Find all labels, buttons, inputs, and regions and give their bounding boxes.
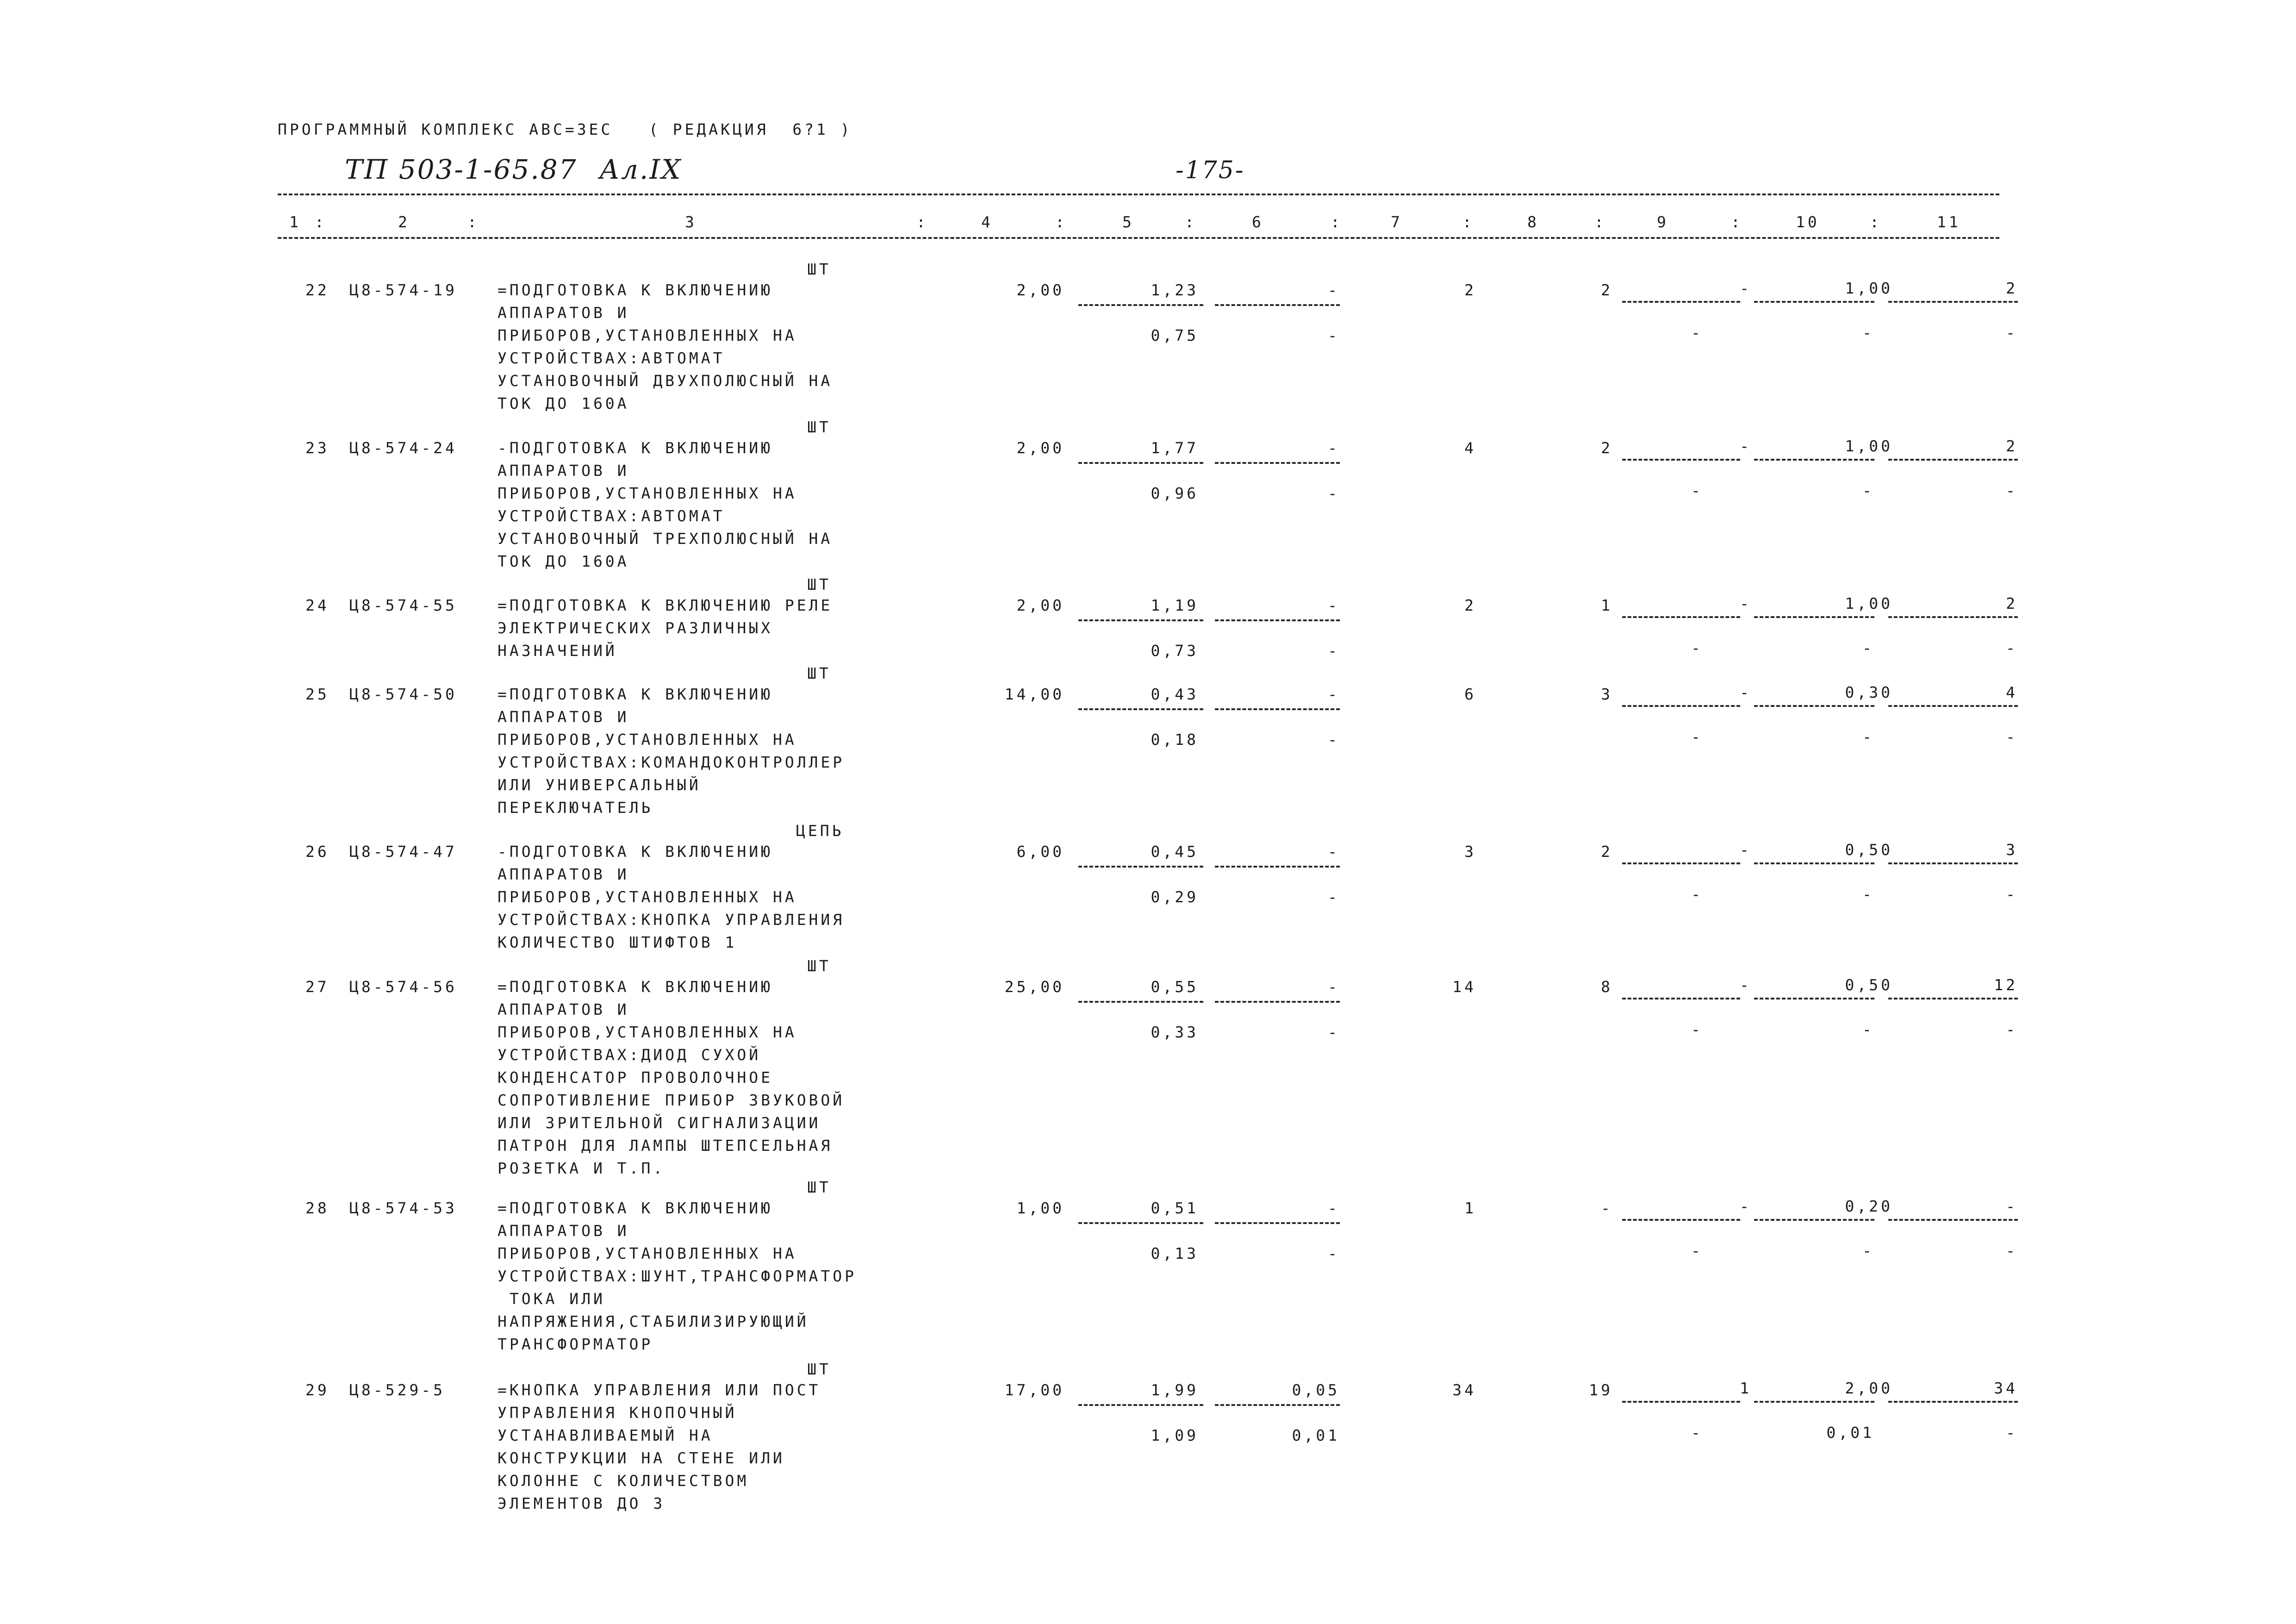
description-line: УСТРОЙСТВАХ:АВТОМАТ <box>498 349 725 367</box>
column-header-row <box>0 211 2296 234</box>
cell-col9-bottom: - <box>1691 639 1703 657</box>
estimate-code: Ц8-574-24 <box>349 439 457 457</box>
cell-col10-bottom: - <box>1862 481 1874 500</box>
cell-col5-top: 0,51 <box>1151 1199 1199 1217</box>
col5-divider <box>1078 462 1203 464</box>
cell-col10-bottom: - <box>1862 639 1874 657</box>
col11-divider <box>1888 862 2018 864</box>
cell-col10-top: 1,00 <box>1845 437 1893 455</box>
description-line: ТОК ДО 160А <box>498 552 629 570</box>
description-line: УСТРОЙСТВАХ:КОМАНДОКОНТРОЛЛЕР <box>498 753 845 771</box>
header-rule-bottom <box>278 237 1999 239</box>
cell-col7: 2 <box>1464 596 1476 614</box>
unit-label: ШТ <box>807 1360 831 1378</box>
description-line: ТРАНСФОРМАТОР <box>498 1335 653 1353</box>
col11-divider <box>1888 459 2018 461</box>
cell-col9-top: - <box>1740 437 1752 455</box>
description-line: РОЗЕТКА И Т.П. <box>498 1159 666 1177</box>
description-line: УСТАНОВОЧНЫЙ ТРЕХПОЛЮСНЫЙ НА <box>498 530 833 548</box>
cell-col8: 19 <box>1589 1381 1613 1399</box>
row-number: 25 <box>305 685 330 703</box>
cell-col9-top: - <box>1740 683 1752 701</box>
unit-label: ШТ <box>807 664 831 682</box>
description-line: УСТАНОВОЧНЫЙ ДВУХПОЛЮСНЫЙ НА <box>498 372 833 390</box>
description-line: АППАРАТОВ И <box>498 708 629 726</box>
estimate-code: Ц8-574-50 <box>349 685 457 703</box>
cell-col9-bottom: - <box>1691 481 1703 500</box>
col11-divider <box>1888 616 2018 618</box>
cell-col10-bottom: - <box>1862 885 1874 903</box>
col11-divider <box>1888 1401 2018 1403</box>
description-line: АППАРАТОВ И <box>498 865 629 883</box>
col6-divider <box>1215 1404 1340 1406</box>
cell-col9-top: 1 <box>1740 1379 1752 1397</box>
description-line: ПРИБОРОВ,УСТАНОВЛЕННЫХ НА <box>498 326 797 344</box>
column-separator: : <box>315 213 327 231</box>
estimate-code: Ц8-529-5 <box>349 1381 445 1399</box>
description-line: АППАРАТОВ И <box>498 462 629 480</box>
cell-col10-top: 0,30 <box>1845 683 1893 701</box>
cell-col10-bottom: - <box>1862 728 1874 746</box>
col9-divider <box>1622 862 1740 864</box>
col10-divider <box>1754 862 1874 864</box>
cell-col9-top: - <box>1740 841 1752 859</box>
cell-col6-top: - <box>1328 685 1340 703</box>
cell-col9-bottom: - <box>1691 885 1703 903</box>
column-separator: : <box>1055 213 1067 231</box>
cell-col6-bottom: - <box>1328 326 1340 344</box>
column-separator: : <box>467 213 479 231</box>
row-number: 29 <box>305 1381 330 1399</box>
column-header-11: 11 <box>1937 213 1961 231</box>
cell-col6-top: - <box>1328 978 1340 996</box>
cell-col8: 2 <box>1601 843 1613 861</box>
cell-col11-bottom: - <box>2006 639 2018 657</box>
row-number: 26 <box>305 843 330 861</box>
col6-divider <box>1215 708 1340 710</box>
cell-col4: 14,00 <box>1004 685 1064 703</box>
col6-divider <box>1215 304 1340 306</box>
col9-divider <box>1622 616 1740 618</box>
unit-label: ШТ <box>807 418 831 436</box>
cell-col11-top: 2 <box>2006 437 2018 455</box>
unit-label: ШТ <box>807 1178 831 1196</box>
column-separator: : <box>1731 213 1743 231</box>
header-rule-top <box>278 194 1999 195</box>
program-header: ПРОГРАММНЫЙ КОМПЛЕКС АВС=3ЕС ( РЕДАКЦИЯ 6?1 ) <box>278 120 852 138</box>
cell-col8: 3 <box>1601 685 1613 703</box>
col6-divider <box>1215 619 1340 621</box>
cell-col5-top: 1,77 <box>1151 439 1199 457</box>
column-separator: : <box>1185 213 1197 231</box>
cell-col6-bottom: - <box>1328 1023 1340 1041</box>
description-line: ТОКА ИЛИ <box>498 1290 605 1308</box>
album-number: Ал.IX <box>599 154 682 185</box>
column-header-3: 3 <box>685 213 697 231</box>
col5-divider <box>1078 619 1203 621</box>
cell-col7: 1 <box>1464 1199 1476 1217</box>
col10-divider <box>1754 705 1874 707</box>
col10-divider <box>1754 616 1874 618</box>
cell-col11-top: 4 <box>2006 683 2018 701</box>
cell-col8: 1 <box>1601 596 1613 614</box>
cell-col11-bottom: - <box>2006 885 2018 903</box>
cell-col7: 4 <box>1464 439 1476 457</box>
cell-col6-bottom: - <box>1328 484 1340 502</box>
description-line: -ПОДГОТОВКА К ВКЛЮЧЕНИЮ <box>498 439 773 457</box>
col5-divider <box>1078 1404 1203 1406</box>
description-line: ТОК ДО 160А <box>498 394 629 412</box>
cell-col11-top: 34 <box>1994 1379 2018 1397</box>
cell-col11-bottom: - <box>2006 481 2018 500</box>
cell-col7: 3 <box>1464 843 1476 861</box>
cell-col5-bottom: 0,75 <box>1151 326 1199 344</box>
description-line: КОЛИЧЕСТВО ШТИФТОВ 1 <box>498 933 737 951</box>
col11-divider <box>1888 998 2018 999</box>
cell-col4: 25,00 <box>1004 978 1064 996</box>
cell-col11-top: 12 <box>1994 976 2018 994</box>
cell-col4: 17,00 <box>1004 1381 1064 1399</box>
column-header-7: 7 <box>1391 213 1403 231</box>
description-line: =ПОДГОТОВКА К ВКЛЮЧЕНИЮ РЕЛЕ <box>498 596 833 614</box>
cell-col11-bottom: - <box>2006 1242 2018 1260</box>
col6-divider <box>1215 1222 1340 1224</box>
description-line: АППАРАТОВ И <box>498 304 629 322</box>
cell-col5-bottom: 1,09 <box>1151 1426 1199 1444</box>
description-line: ИЛИ УНИВЕРСАЛЬНЫЙ <box>498 776 701 794</box>
col6-divider <box>1215 866 1340 868</box>
cell-col5-top: 0,43 <box>1151 685 1199 703</box>
column-separator: : <box>1870 213 1882 231</box>
description-line: УПРАВЛЕНИЯ КНОПОЧНЫЙ <box>498 1404 737 1422</box>
cell-col7: 34 <box>1452 1381 1476 1399</box>
col5-divider <box>1078 304 1203 306</box>
column-header-4: 4 <box>981 213 993 231</box>
cell-col10-bottom: - <box>1862 324 1874 342</box>
col9-divider <box>1622 1401 1740 1403</box>
unit-label: ЦЕПЬ <box>796 822 844 840</box>
cell-col10-bottom: - <box>1862 1242 1874 1260</box>
cell-col10-top: 1,00 <box>1845 279 1893 297</box>
description-line: УСТРОЙСТВАХ:КНОПКА УПРАВЛЕНИЯ <box>498 911 845 929</box>
cell-col5-bottom: 0,73 <box>1151 642 1199 660</box>
column-header-2: 2 <box>398 213 410 231</box>
col5-divider <box>1078 708 1203 710</box>
col9-divider <box>1622 998 1740 999</box>
description-line: ПРИБОРОВ,УСТАНОВЛЕННЫХ НА <box>498 484 797 502</box>
col9-divider <box>1622 301 1740 303</box>
col6-divider <box>1215 1001 1340 1003</box>
cell-col4: 6,00 <box>1016 843 1064 861</box>
unit-label: ШТ <box>807 575 831 593</box>
cell-col7: 14 <box>1452 978 1476 996</box>
description-line: ЭЛЕМЕНТОВ ДО 3 <box>498 1494 666 1512</box>
cell-col6-bottom: - <box>1328 731 1340 749</box>
col6-divider <box>1215 462 1340 464</box>
cell-col8: 2 <box>1601 439 1613 457</box>
description-line: УСТРОЙСТВАХ:ДИОД СУХОЙ <box>498 1046 761 1064</box>
cell-col9-top: - <box>1740 594 1752 612</box>
cell-col5-bottom: 0,18 <box>1151 731 1199 749</box>
cell-col4: 1,00 <box>1016 1199 1064 1217</box>
col10-divider <box>1754 459 1874 461</box>
cell-col11-top: 2 <box>2006 594 2018 612</box>
description-line: УСТРОЙСТВАХ:ШУНТ,ТРАНСФОРМАТОР <box>498 1267 857 1285</box>
cell-col6-top: - <box>1328 596 1340 614</box>
description-line: ПРИБОРОВ,УСТАНОВЛЕННЫХ НА <box>498 888 797 906</box>
cell-col10-top: 0,20 <box>1845 1197 1893 1215</box>
cell-col10-top: 2,00 <box>1845 1379 1893 1397</box>
unit-label: ШТ <box>807 260 831 278</box>
cell-col6-top: - <box>1328 439 1340 457</box>
cell-col10-top: 1,00 <box>1845 594 1893 612</box>
col5-divider <box>1078 1222 1203 1224</box>
cell-col5-top: 0,55 <box>1151 978 1199 996</box>
col9-divider <box>1622 705 1740 707</box>
cell-col9-bottom: - <box>1691 1020 1703 1038</box>
cell-col11-bottom: - <box>2006 324 2018 342</box>
cell-col5-top: 0,45 <box>1151 843 1199 861</box>
description-line: АППАРАТОВ И <box>498 1000 629 1018</box>
cell-col5-top: 1,19 <box>1151 596 1199 614</box>
description-line: =ПОДГОТОВКА К ВКЛЮЧЕНИЮ <box>498 685 773 703</box>
estimate-code: Ц8-574-19 <box>349 281 457 299</box>
cell-col9-top: - <box>1740 1197 1752 1215</box>
doc-code: ТП 503-1-65.87 <box>345 154 578 185</box>
page-number: -175- <box>1176 156 1245 184</box>
description-line: УСТАНАВЛИВАЕМЫЙ НА <box>498 1426 713 1444</box>
col9-divider <box>1622 459 1740 461</box>
cell-col9-bottom: - <box>1691 324 1703 342</box>
cell-col9-top: - <box>1740 976 1752 994</box>
cell-col11-top: 3 <box>2006 841 2018 859</box>
col11-divider <box>1888 301 2018 303</box>
description-line: ПРИБОРОВ,УСТАНОВЛЕННЫХ НА <box>498 1244 797 1262</box>
description-line: КОНДЕНСАТОР ПРОВОЛОЧНОЕ <box>498 1068 773 1087</box>
cell-col11-bottom: - <box>2006 1020 2018 1038</box>
col5-divider <box>1078 866 1203 868</box>
description-line: =КНОПКА УПРАВЛЕНИЯ ИЛИ ПОСТ <box>498 1381 821 1399</box>
column-separator: : <box>1594 213 1606 231</box>
cell-col10-top: 0,50 <box>1845 976 1893 994</box>
col10-divider <box>1754 1219 1874 1221</box>
cell-col9-bottom: - <box>1691 728 1703 746</box>
cell-col4: 2,00 <box>1016 596 1064 614</box>
column-separator: : <box>1331 213 1343 231</box>
description-line: =ПОДГОТОВКА К ВКЛЮЧЕНИЮ <box>498 1199 773 1217</box>
cell-col7: 2 <box>1464 281 1476 299</box>
description-line: ПАТРОН ДЛЯ ЛАМПЫ ШТЕПСЕЛЬНАЯ <box>498 1137 833 1155</box>
column-header-10: 10 <box>1796 213 1820 231</box>
description-line: ПРИБОРОВ,УСТАНОВЛЕННЫХ НА <box>498 731 797 749</box>
col10-divider <box>1754 1401 1874 1403</box>
column-header-6: 6 <box>1252 213 1264 231</box>
description-line: УСТРОЙСТВАХ:АВТОМАТ <box>498 507 725 525</box>
row-number: 22 <box>305 281 330 299</box>
cell-col5-bottom: 0,29 <box>1151 888 1199 906</box>
cell-col5-bottom: 0,96 <box>1151 484 1199 502</box>
description-line: НАПРЯЖЕНИЯ,СТАБИЛИЗИРУЮЩИЙ <box>498 1312 809 1330</box>
cell-col4: 2,00 <box>1016 281 1064 299</box>
cell-col5-top: 1,99 <box>1151 1381 1199 1399</box>
description-line: ЭЛЕКТРИЧЕСКИХ РАЗЛИЧНЫХ <box>498 619 773 637</box>
col9-divider <box>1622 1219 1740 1221</box>
cell-col6-top: 0,05 <box>1292 1381 1340 1399</box>
column-header-1: 1 <box>289 213 301 231</box>
column-separator: : <box>916 213 928 231</box>
description-line: НАЗНАЧЕНИЙ <box>498 642 617 660</box>
description-line: -ПОДГОТОВКА К ВКЛЮЧЕНИЮ <box>498 843 773 861</box>
cell-col9-bottom: - <box>1691 1424 1703 1442</box>
cell-col6-top: - <box>1328 281 1340 299</box>
column-separator: : <box>1462 213 1475 231</box>
cell-col5-bottom: 0,33 <box>1151 1023 1199 1041</box>
cell-col10-top: 0,50 <box>1845 841 1893 859</box>
cell-col6-bottom: - <box>1328 888 1340 906</box>
description-line: АППАРАТОВ И <box>498 1222 629 1240</box>
col11-divider <box>1888 1219 2018 1221</box>
row-number: 23 <box>305 439 330 457</box>
description-line: =ПОДГОТОВКА К ВКЛЮЧЕНИЮ <box>498 281 773 299</box>
cell-col11-bottom: - <box>2006 1424 2018 1442</box>
cell-col7: 6 <box>1464 685 1476 703</box>
cell-col8: 8 <box>1601 978 1613 996</box>
description-line: КОНСТРУКЦИИ НА СТЕНЕ ИЛИ <box>498 1449 785 1467</box>
cell-col6-bottom: - <box>1328 642 1340 660</box>
unit-label: ШТ <box>807 957 831 975</box>
estimate-code: Ц8-574-55 <box>349 596 457 614</box>
cell-col5-bottom: 0,13 <box>1151 1244 1199 1262</box>
estimate-code: Ц8-574-56 <box>349 978 457 996</box>
description-line: ИЛИ ЗРИТЕЛЬНОЙ СИГНАЛИЗАЦИИ <box>498 1114 821 1132</box>
description-line: КОЛОННЕ С КОЛИЧЕСТВОМ <box>498 1472 749 1490</box>
estimate-code: Ц8-574-53 <box>349 1199 457 1217</box>
row-number: 28 <box>305 1199 330 1217</box>
cell-col11-top: 2 <box>2006 279 2018 297</box>
cell-col10-bottom: - <box>1862 1020 1874 1038</box>
cell-col8: 2 <box>1601 281 1613 299</box>
cell-col8: - <box>1601 1199 1613 1217</box>
cell-col6-bottom: 0,01 <box>1292 1426 1340 1444</box>
cell-col6-top: - <box>1328 1199 1340 1217</box>
description-line: ПРИБОРОВ,УСТАНОВЛЕННЫХ НА <box>498 1023 797 1041</box>
description-line: ПЕРЕКЛЮЧАТЕЛЬ <box>498 799 653 817</box>
cell-col11-top: - <box>2006 1197 2018 1215</box>
row-number: 24 <box>305 596 330 614</box>
col5-divider <box>1078 1001 1203 1003</box>
column-header-8: 8 <box>1527 213 1539 231</box>
cell-col5-top: 1,23 <box>1151 281 1199 299</box>
col10-divider <box>1754 998 1874 999</box>
cell-col9-top: - <box>1740 279 1752 297</box>
cell-col9-bottom: - <box>1691 1242 1703 1260</box>
col11-divider <box>1888 705 2018 707</box>
cell-col10-bottom: 0,01 <box>1826 1424 1874 1442</box>
cell-col6-top: - <box>1328 843 1340 861</box>
row-number: 27 <box>305 978 330 996</box>
cell-col4: 2,00 <box>1016 439 1064 457</box>
cell-col11-bottom: - <box>2006 728 2018 746</box>
description-line: СОПРОТИВЛЕНИЕ ПРИБОР ЗВУКОВОЙ <box>498 1091 845 1109</box>
estimate-code: Ц8-574-47 <box>349 843 457 861</box>
col10-divider <box>1754 301 1874 303</box>
description-line: =ПОДГОТОВКА К ВКЛЮЧЕНИЮ <box>498 978 773 996</box>
column-header-5: 5 <box>1122 213 1134 231</box>
column-header-9: 9 <box>1657 213 1669 231</box>
cell-col6-bottom: - <box>1328 1244 1340 1262</box>
